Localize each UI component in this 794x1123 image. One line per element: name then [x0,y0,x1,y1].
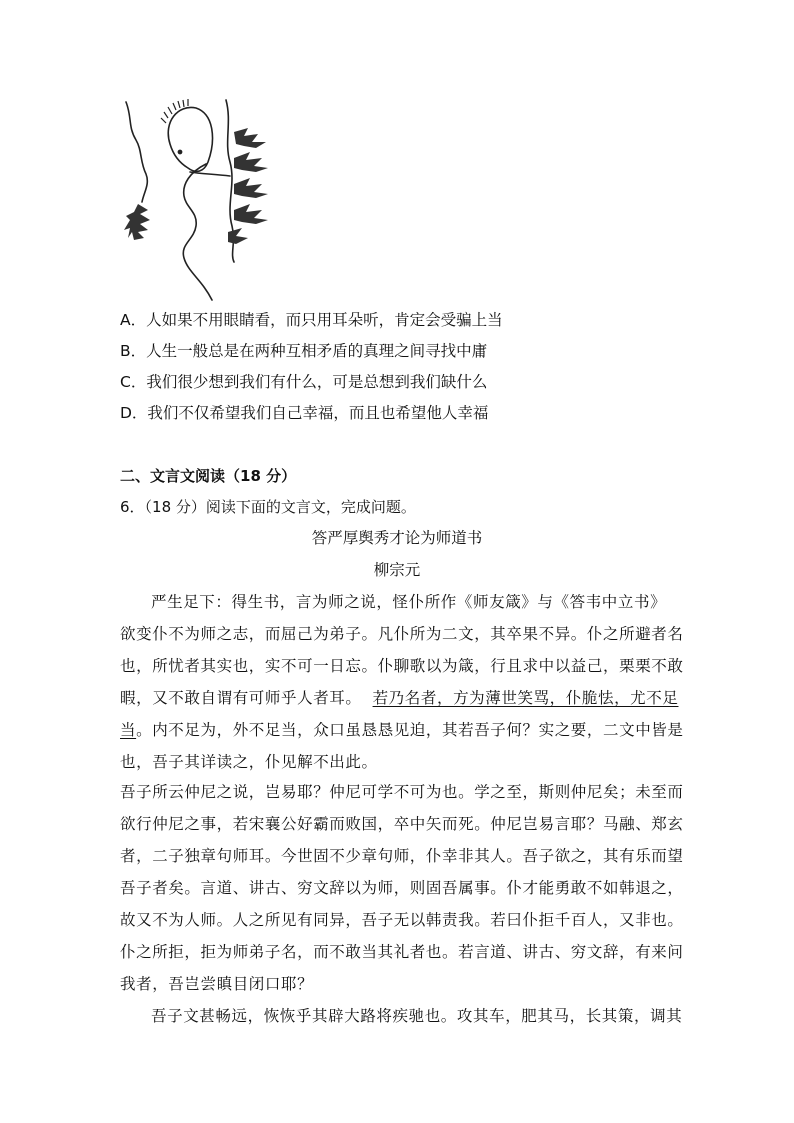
left-wavy-line [126,102,147,202]
sketch-illustration [118,92,288,306]
option-d: D．我们不仅希望我们自己幸福，而且也希望他人幸福 [120,404,489,422]
passage-line: 故又不为人师。人之所见有同异，吾子无以韩责我。若曰仆拒千百人，又非也。 [120,911,684,929]
passage-line: 吾子者矣。言道、讲古、穷文辞以为师，则固吾属事。仆才能勇敢不如韩退之， [120,879,684,897]
passage-line-text: 暇，又不敢自谓有可师乎人者耳。 [120,689,362,707]
passage-title: 答严厚舆秀才论为师道书 [311,529,483,547]
left-fern [124,204,150,240]
underlined-sentence: 若乃名者，方为薄世笑骂，仆脆怯，尤不足 [372,689,679,707]
underlined-sentence-end: 当 [120,721,137,739]
passage-line: 我者，吾岂尝瞋目闭口耶？ [120,975,314,993]
option-b: B．人生一般总是在两种互相矛盾的真理之间寻找中庸 [120,342,488,360]
passage-line: 者，二子独章句师耳。今世固不少章句师，仆幸非其人。吾子欲之，其有乐而望 [120,847,684,865]
passage-line: 仆之所拒，拒为师弟子名，而不敢当其礼者也。若言道、讲古、穷文辞，有来问 [120,943,684,961]
option-a: A．人如果不用眼睛看，而只用耳朵听，肯定会受骗上当 [120,311,503,329]
passage-line: 也，所忧者其实也，实不可一日忘。仆聊歌以为箴，行且求中以益己，栗栗不敢 [120,657,684,675]
passage-line: 严生足下：得生书，言为师之说，怪仆所作《师友箴》与《答韦中立书》 [151,593,667,611]
section-title: 二、文言文阅读（18 分） [120,467,297,485]
head-outline [168,107,212,171]
passage-line: 也，吾子其详读之，仆见解不出此。 [120,753,378,771]
passage-line: 欲变仆不为师之志，而屈己为弟子。凡仆所为二文，其卒果不异。仆之所避者名 [120,625,684,643]
body-line [183,164,212,300]
question-stem: 6．（18 分）阅读下面的文言文，完成问题。 [120,498,416,516]
right-ferns [228,128,268,244]
passage-line: 吾子文甚畅远，恢恢乎其辟大路将疾驰也。攻其车，肥其马，长其策，调其 [151,1007,683,1025]
passage-line-mixed [120,688,679,708]
passage-author: 柳宗元 [373,561,421,579]
passage-line-text: 。内不足为，外不足当，众口虽恳恳见迫，其若吾子何？实之要，二文中皆是 [136,721,684,739]
passage-line: 欲行仲尼之事，若宋襄公好霸而败国，卒中矢而死。仲尼岂易言耶？马融、郑玄 [120,815,684,833]
option-c: C．我们很少想到我们有什么，可是总想到我们缺什么 [120,373,488,391]
arm-line [190,172,230,176]
passage-line-mixed [120,720,684,740]
passage-line: 吾子所云仲尼之说，岂易耶？仲尼可学不可为也。学之至，斯则仲尼矣；未至而 [120,783,684,801]
eye-dot [178,150,181,153]
hair-spikes [161,99,188,123]
